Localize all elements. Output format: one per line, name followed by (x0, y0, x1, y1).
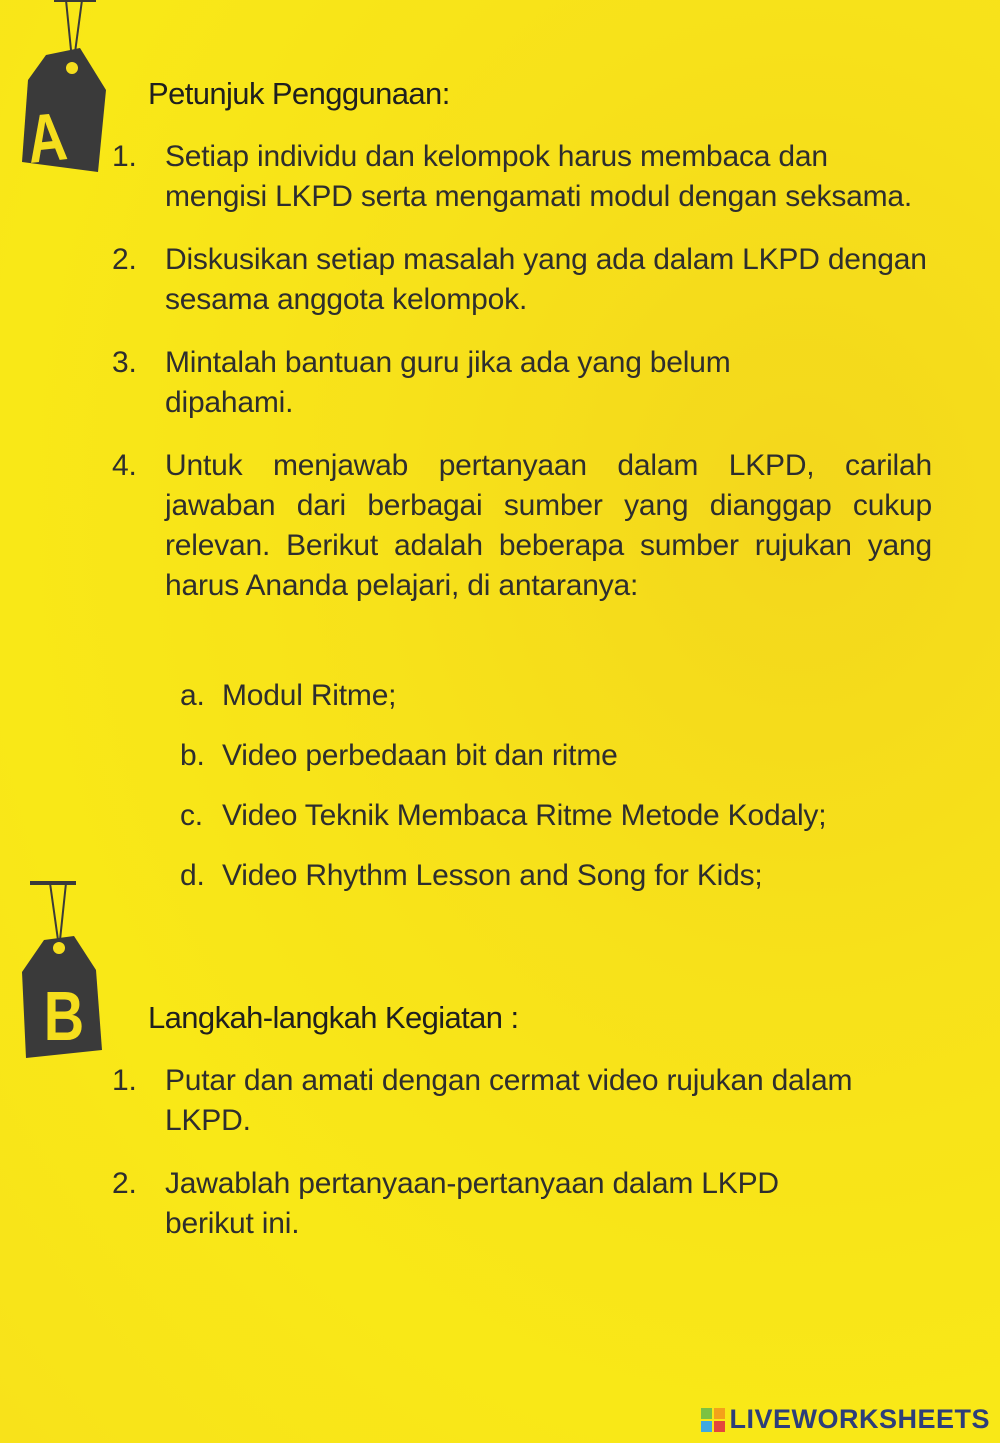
section-a-list (112, 137, 932, 629)
list-marker: a. (180, 679, 205, 712)
list-item (112, 1164, 932, 1244)
list-marker: 1. (112, 140, 137, 173)
list-item (112, 446, 932, 606)
liveworksheets-logo-icon (701, 1408, 725, 1432)
tag-b-letter: B (43, 978, 85, 1056)
list-marker: d. (180, 859, 205, 892)
section-b-heading: Langkah-langkah Kegiatan : (148, 1000, 519, 1035)
list-item-text: Jawablah pertanyaan-pertanyaan dalam LKPD berikut ini. (165, 1167, 779, 1240)
tag-b-icon (14, 878, 114, 1063)
list-marker: 2. (112, 243, 137, 276)
list-item-text: Modul Ritme; (222, 679, 397, 712)
list-item-text: Video Teknik Membaca Ritme Metode Kodaly; (222, 799, 827, 832)
list-item-text: Diskusikan setiap masalah yang ada dalam LKPD dengan sesama anggota kelompok. (165, 243, 927, 316)
list-item (112, 240, 932, 320)
list-item-text: Untuk menjawab pertanyaan dalam LKPD, carilah jawaban dari berbagai sumber yang dianggap cukup relevan. Berikut adalah beberapa sumber rujukan yang harus Ananda pelajari, di antaranya: (165, 449, 932, 602)
list-item (112, 137, 932, 217)
list-marker: b. (180, 739, 205, 772)
list-item (180, 676, 826, 736)
brand-text: LIVEWORKSHEETS (729, 1404, 990, 1434)
tag-a-icon (8, 0, 108, 180)
list-item (180, 856, 826, 916)
list-item (112, 343, 932, 423)
list-marker: 1. (112, 1064, 137, 1097)
list-marker: 3. (112, 346, 137, 379)
section-b-list (112, 1061, 932, 1267)
list-item-text: Putar dan amati dengan cermat video rujukan dalam LKPD. (165, 1064, 853, 1137)
section-a-sublist (180, 676, 826, 916)
list-item-text: Video Rhythm Lesson and Song for Kids; (222, 859, 763, 892)
section-a-heading: Petunjuk Penggunaan: (148, 76, 450, 111)
list-item (180, 736, 826, 796)
list-marker: 4. (112, 449, 137, 482)
list-item-text: Mintalah bantuan guru jika ada yang belum dipahami. (165, 346, 731, 419)
list-marker: c. (180, 799, 203, 832)
liveworksheets-brand (701, 1404, 990, 1435)
tag-a-letter: A (23, 98, 71, 179)
list-item (112, 1061, 932, 1141)
list-marker: 2. (112, 1167, 137, 1200)
list-item (180, 796, 826, 856)
list-item-text: Video perbedaan bit dan ritme (222, 739, 618, 772)
list-item-text: Setiap individu dan kelompok harus membaca dan mengisi LKPD serta mengamati modul dengan seksama. (165, 140, 913, 213)
